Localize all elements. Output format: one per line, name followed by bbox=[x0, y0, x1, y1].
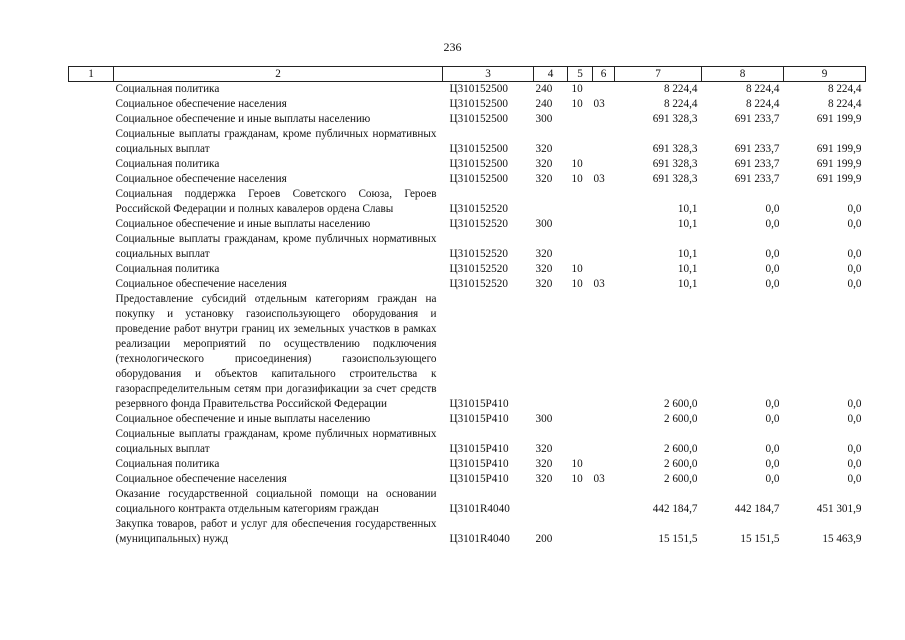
item-name-cell: Социальное обеспечение и иные выплаты населению bbox=[115, 413, 371, 425]
section-cell bbox=[568, 427, 593, 457]
target-code-cell: Ц310152520 bbox=[449, 248, 508, 260]
subsection-cell bbox=[593, 292, 615, 412]
table-row bbox=[69, 217, 866, 232]
table-row bbox=[69, 292, 866, 412]
section-cell bbox=[568, 112, 593, 127]
target-code-cell: Ц310152500 bbox=[449, 98, 508, 110]
item-name-cell: Социальная поддержка Героев Советского Союза, Героев Российской Федерации и полных кавалеров ордена Славы bbox=[115, 188, 437, 215]
expense-type-cell: 300 bbox=[535, 218, 553, 230]
column-header: 4 bbox=[534, 67, 568, 82]
table-header-row bbox=[69, 67, 866, 82]
page-number: 236 bbox=[443, 40, 462, 54]
table-row bbox=[69, 112, 866, 127]
amount-year3-cell: 691 199,9 bbox=[816, 113, 862, 125]
item-name-cell: Социальное обеспечение и иные выплаты населению bbox=[115, 218, 371, 230]
amount-year2-cell: 691 233,7 bbox=[734, 143, 780, 155]
row-number-cell bbox=[69, 112, 114, 127]
expense-type-cell: 300 bbox=[535, 113, 553, 125]
subsection-cell: 03 bbox=[593, 278, 605, 290]
amount-year3-cell: 0,0 bbox=[847, 458, 862, 470]
amount-year1-cell: 2 600,0 bbox=[663, 458, 698, 470]
item-name-cell: Предоставление субсидий отдельным категориям граждан на покупку и установку газоиспользующего оборудования и проведение работ внутри границ их земельных участков в рамках реализации мероприятий по осуществлению подключения (технологического присоединения) газоиспользующего оборудования и объектов капитального строительства к газораспределительным сетям при догазификации за счет средств резервного фонда Правительства Российской Федерации bbox=[115, 293, 437, 410]
amount-year3-cell: 0,0 bbox=[847, 413, 862, 425]
table-row bbox=[69, 412, 866, 427]
row-number-cell bbox=[69, 97, 114, 112]
amount-year3-cell: 0,0 bbox=[847, 263, 862, 275]
section-cell bbox=[568, 517, 593, 547]
amount-year1-cell: 691 328,3 bbox=[652, 158, 698, 170]
expense-type-cell: 320 bbox=[535, 458, 553, 470]
subsection-cell bbox=[593, 187, 615, 217]
expense-type-cell: 240 bbox=[535, 98, 553, 110]
amount-year1-cell: 10,1 bbox=[677, 218, 698, 230]
row-number-cell bbox=[69, 157, 114, 172]
section-cell: 10 bbox=[571, 263, 583, 275]
table-row bbox=[69, 487, 866, 517]
column-header: 7 bbox=[615, 67, 702, 82]
amount-year2-cell: 691 233,7 bbox=[734, 113, 780, 125]
table-row bbox=[69, 517, 866, 547]
amount-year3-cell: 691 199,9 bbox=[816, 143, 862, 155]
column-header: 1 bbox=[69, 67, 114, 82]
row-number-cell bbox=[69, 427, 114, 457]
item-name-cell: Социальные выплаты гражданам, кроме публичных нормативных социальных выплат bbox=[115, 233, 437, 260]
amount-year1-cell: 10,1 bbox=[677, 278, 698, 290]
amount-year2-cell: 0,0 bbox=[765, 203, 780, 215]
amount-year2-cell: 0,0 bbox=[765, 413, 780, 425]
target-code-cell: Ц31015Р410 bbox=[449, 413, 509, 425]
amount-year1-cell: 2 600,0 bbox=[663, 398, 698, 410]
amount-year3-cell: 0,0 bbox=[847, 398, 862, 410]
subsection-cell bbox=[593, 412, 615, 427]
table-row bbox=[69, 127, 866, 157]
target-code-cell: Ц31015Р410 bbox=[449, 398, 509, 410]
amount-year1-cell: 10,1 bbox=[677, 203, 698, 215]
item-name-cell: Закупка товаров, работ и услуг для обеспечения государственных (муниципальных) нужд bbox=[115, 518, 437, 545]
expense-type-cell: 320 bbox=[535, 173, 553, 185]
amount-year2-cell: 0,0 bbox=[765, 278, 780, 290]
subsection-cell bbox=[593, 517, 615, 547]
row-number-cell bbox=[69, 517, 114, 547]
table-row bbox=[69, 82, 866, 98]
amount-year3-cell: 691 199,9 bbox=[816, 173, 862, 185]
amount-year3-cell: 0,0 bbox=[847, 218, 862, 230]
subsection-cell bbox=[593, 427, 615, 457]
table-row bbox=[69, 277, 866, 292]
section-cell: 10 bbox=[571, 473, 583, 485]
amount-year1-cell: 691 328,3 bbox=[652, 143, 698, 155]
row-number-cell bbox=[69, 487, 114, 517]
row-number-cell bbox=[69, 232, 114, 262]
expense-type-cell: 300 bbox=[535, 413, 553, 425]
amount-year2-cell: 0,0 bbox=[765, 248, 780, 260]
section-cell: 10 bbox=[571, 458, 583, 470]
amount-year2-cell: 0,0 bbox=[765, 473, 780, 485]
amount-year1-cell: 10,1 bbox=[677, 263, 698, 275]
item-name-cell: Социальные выплаты гражданам, кроме публичных нормативных социальных выплат bbox=[115, 428, 437, 455]
expense-type-cell: 320 bbox=[535, 158, 553, 170]
section-cell: 10 bbox=[571, 278, 583, 290]
table-body bbox=[69, 82, 866, 548]
expense-type-cell bbox=[534, 187, 568, 217]
expense-type-cell bbox=[534, 487, 568, 517]
target-code-cell: Ц3101R4040 bbox=[449, 533, 510, 545]
table-row bbox=[69, 157, 866, 172]
section-cell: 10 bbox=[571, 98, 583, 110]
table-row bbox=[69, 97, 866, 112]
section-cell bbox=[568, 412, 593, 427]
amount-year1-cell: 2 600,0 bbox=[663, 443, 698, 455]
item-name-cell: Социальное обеспечение населения bbox=[115, 173, 287, 185]
target-code-cell: Ц310152520 bbox=[449, 218, 508, 230]
amount-year1-cell: 15 151,5 bbox=[658, 533, 698, 545]
column-header: 6 bbox=[593, 67, 615, 82]
subsection-cell bbox=[593, 232, 615, 262]
item-name-cell: Социальная политика bbox=[115, 263, 220, 275]
amount-year2-cell: 15 151,5 bbox=[740, 533, 780, 545]
amount-year1-cell: 442 184,7 bbox=[652, 503, 698, 515]
column-header: 3 bbox=[443, 67, 534, 82]
amount-year2-cell: 0,0 bbox=[765, 443, 780, 455]
expense-type-cell: 240 bbox=[535, 83, 553, 95]
item-name-cell: Социальное обеспечение и иные выплаты населению bbox=[115, 113, 371, 125]
target-code-cell: Ц310152500 bbox=[449, 113, 508, 125]
column-header: 5 bbox=[568, 67, 593, 82]
row-number-cell bbox=[69, 217, 114, 232]
column-header: 8 bbox=[702, 67, 784, 82]
target-code-cell: Ц31015Р410 bbox=[449, 458, 509, 470]
row-number-cell bbox=[69, 292, 114, 412]
target-code-cell: Ц310152500 bbox=[449, 143, 508, 155]
row-number-cell bbox=[69, 262, 114, 277]
target-code-cell: Ц31015Р410 bbox=[449, 473, 509, 485]
subsection-cell: 03 bbox=[593, 473, 605, 485]
item-name-cell: Социальная политика bbox=[115, 83, 220, 95]
expense-type-cell: 320 bbox=[535, 443, 553, 455]
expense-type-cell: 320 bbox=[535, 143, 553, 155]
amount-year3-cell: 8 224,4 bbox=[827, 83, 862, 95]
target-code-cell: Ц310152520 bbox=[449, 203, 508, 215]
item-name-cell: Социальная политика bbox=[115, 458, 220, 470]
subsection-cell: 03 bbox=[593, 173, 605, 185]
item-name-cell: Социальное обеспечение населения bbox=[115, 473, 287, 485]
table-row bbox=[69, 472, 866, 487]
expense-type-cell: 320 bbox=[535, 248, 553, 260]
column-header: 2 bbox=[114, 67, 443, 82]
row-number-cell bbox=[69, 412, 114, 427]
amount-year1-cell: 691 328,3 bbox=[652, 173, 698, 185]
subsection-cell bbox=[593, 262, 615, 277]
item-name-cell: Социальное обеспечение населения bbox=[115, 98, 287, 110]
amount-year2-cell: 8 224,4 bbox=[745, 98, 780, 110]
row-number-cell bbox=[69, 277, 114, 292]
row-number-cell bbox=[69, 127, 114, 157]
table-row bbox=[69, 232, 866, 262]
amount-year3-cell: 0,0 bbox=[847, 203, 862, 215]
expense-type-cell: 320 bbox=[535, 473, 553, 485]
table-row bbox=[69, 187, 866, 217]
target-code-cell: Ц310152500 bbox=[449, 173, 508, 185]
subsection-cell bbox=[593, 157, 615, 172]
item-name-cell: Социальное обеспечение населения bbox=[115, 278, 287, 290]
table-row bbox=[69, 427, 866, 457]
amount-year2-cell: 442 184,7 bbox=[734, 503, 780, 515]
target-code-cell: Ц310152520 bbox=[449, 278, 508, 290]
target-code-cell: Ц310152500 bbox=[449, 158, 508, 170]
amount-year3-cell: 8 224,4 bbox=[827, 98, 862, 110]
column-header: 9 bbox=[784, 67, 866, 82]
subsection-cell: 03 bbox=[593, 98, 605, 110]
section-cell: 10 bbox=[571, 173, 583, 185]
amount-year1-cell: 691 328,3 bbox=[652, 113, 698, 125]
amount-year2-cell: 8 224,4 bbox=[745, 83, 780, 95]
amount-year3-cell: 0,0 bbox=[847, 473, 862, 485]
section-cell: 10 bbox=[571, 83, 583, 95]
amount-year3-cell: 451 301,9 bbox=[816, 503, 862, 515]
item-name-cell: Оказание государственной социальной помощи на основании социального контракта отдельным категориям граждан bbox=[115, 488, 437, 515]
amount-year3-cell: 0,0 bbox=[847, 278, 862, 290]
section-cell: 10 bbox=[571, 158, 583, 170]
amount-year3-cell: 0,0 bbox=[847, 443, 862, 455]
table-row bbox=[69, 457, 866, 472]
amount-year1-cell: 8 224,4 bbox=[663, 98, 698, 110]
section-cell bbox=[568, 487, 593, 517]
amount-year2-cell: 0,0 bbox=[765, 458, 780, 470]
section-cell bbox=[568, 187, 593, 217]
section-cell bbox=[568, 292, 593, 412]
table-row bbox=[69, 262, 866, 277]
amount-year3-cell: 15 463,9 bbox=[822, 533, 862, 545]
section-cell bbox=[568, 127, 593, 157]
expense-type-cell bbox=[534, 292, 568, 412]
item-name-cell: Социальная политика bbox=[115, 158, 220, 170]
amount-year1-cell: 8 224,4 bbox=[663, 83, 698, 95]
subsection-cell bbox=[593, 82, 615, 98]
target-code-cell: Ц3101R4040 bbox=[449, 503, 510, 515]
amount-year3-cell: 0,0 bbox=[847, 248, 862, 260]
row-number-cell bbox=[69, 457, 114, 472]
amount-year2-cell: 0,0 bbox=[765, 398, 780, 410]
row-number-cell bbox=[69, 472, 114, 487]
subsection-cell bbox=[593, 457, 615, 472]
section-cell bbox=[568, 217, 593, 232]
subsection-cell bbox=[593, 127, 615, 157]
amount-year1-cell: 10,1 bbox=[677, 248, 698, 260]
amount-year2-cell: 691 233,7 bbox=[734, 158, 780, 170]
expense-type-cell: 320 bbox=[535, 263, 553, 275]
amount-year3-cell: 691 199,9 bbox=[816, 158, 862, 170]
expense-type-cell: 200 bbox=[535, 533, 553, 545]
amount-year2-cell: 0,0 bbox=[765, 218, 780, 230]
section-cell bbox=[568, 232, 593, 262]
row-number-cell bbox=[69, 172, 114, 187]
subsection-cell bbox=[593, 487, 615, 517]
amount-year2-cell: 0,0 bbox=[765, 263, 780, 275]
subsection-cell bbox=[593, 112, 615, 127]
target-code-cell: Ц310152520 bbox=[449, 263, 508, 275]
target-code-cell: Ц31015Р410 bbox=[449, 443, 509, 455]
amount-year1-cell: 2 600,0 bbox=[663, 473, 698, 485]
expense-type-cell: 320 bbox=[535, 278, 553, 290]
item-name-cell: Социальные выплаты гражданам, кроме публичных нормативных социальных выплат bbox=[115, 128, 437, 155]
row-number-cell bbox=[69, 187, 114, 217]
table-row bbox=[69, 172, 866, 187]
subsection-cell bbox=[593, 217, 615, 232]
amount-year2-cell: 691 233,7 bbox=[734, 173, 780, 185]
target-code-cell: Ц310152500 bbox=[449, 83, 508, 95]
amount-year1-cell: 2 600,0 bbox=[663, 413, 698, 425]
budget-table bbox=[68, 66, 866, 547]
row-number-cell bbox=[69, 82, 114, 98]
